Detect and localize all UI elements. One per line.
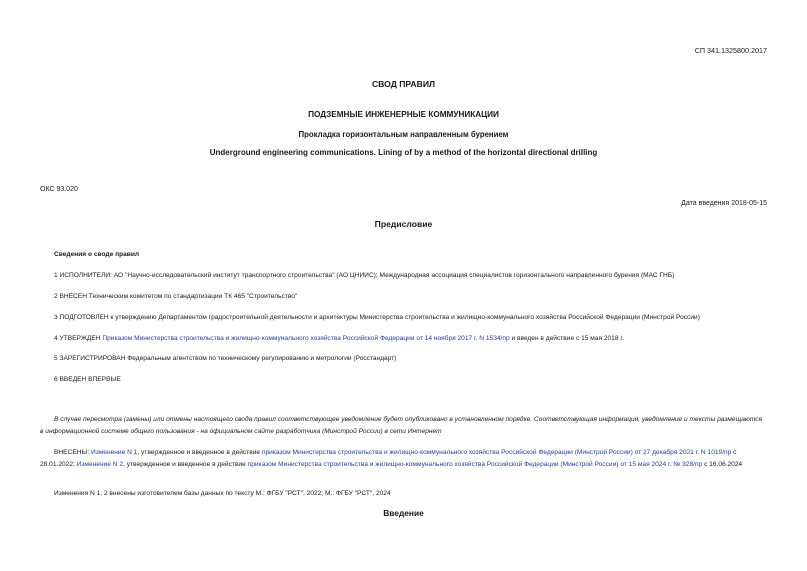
item-approved-suffix: и введен в действие с 15 мая 2018 г. xyxy=(509,335,624,342)
changes-text-1: ВНЕСЕНЫ: xyxy=(54,449,91,456)
item-registered: 5 ЗАРЕГИСТРИРОВАН Федеральным агентством по техническому регулированию и метрологии (Росстандарт) xyxy=(54,355,397,362)
item-approved-prefix: 4 УТВЕРЖДЕН xyxy=(54,335,103,342)
document-subtitle: Прокладка горизонтальным направленным бурением xyxy=(298,130,509,139)
changes-text-4: , утвержденное и введенное в действие xyxy=(123,461,248,468)
introduction-heading: Введение xyxy=(383,508,424,518)
info-heading: Сведения о своде правил xyxy=(54,251,140,258)
item-submitted: 2 ВНЕСЕН Техническим комитетом по стандартизации ТК 465 "Строительство" xyxy=(54,293,298,300)
document-title-english: Underground engineering communications. Lining of by a method of the horizontal directional drilling xyxy=(209,148,598,157)
changes-note: Изменения N 1, 2 внесены изготовителем базы данных по тексту М.: ФГБУ "РСТ", 2022; М.: ФГБУ "РСТ", 2024 xyxy=(54,490,391,497)
changes-paragraph xyxy=(40,447,767,471)
changes-text-5: с 16.06.2024 xyxy=(702,461,743,468)
intro-date: Дата введения 2018-05-15 xyxy=(681,200,767,207)
approval-order-link[interactable]: Приказом Министерства строительства и жилищно-коммунального хозяйства Российской Федерации от 14 ноября 2017 г. N 1534/пр xyxy=(102,335,510,342)
change-2-link[interactable]: Изменение N 2 xyxy=(76,461,124,468)
revision-notice: В случае пересмотра (замены) или отмены настоящего свода правил соответствующее уведомление будет опубликовано в установленном порядке. Соответствующая информация, уведомление и тексты размещаются в информационной системе общего пользования - на официальном сайте разработчика (Минстрой России) в сети Интернет xyxy=(40,416,763,435)
item-prepared: 3 ПОДГОТОВЛЕН к утверждению Департаментом градостроительной деятельности и архитектуры Министерства строительства и жилищно-коммунального хозяйства Российской Федерации (Минстрой России) xyxy=(54,314,700,321)
item-approved xyxy=(54,333,767,345)
changes-text-2: , утвержденное и введенное в действие xyxy=(137,449,262,456)
change-1-link[interactable]: Изменение N 1 xyxy=(90,449,138,456)
item-first-introduced: 6 ВВЕДЕН ВПЕРВЫЕ xyxy=(54,376,121,383)
preface-heading: Предисловие xyxy=(374,219,433,229)
document-type-title: СВОД ПРАВИЛ xyxy=(371,79,436,89)
change-2-order-link[interactable]: приказом Министерства строительства и жилищно-коммунального хозяйства Российской Федерации (Минстрой России) от 15 мая 2024 г. № 328/пр xyxy=(247,461,703,468)
change-1-order-link[interactable]: приказом Министерства строительства и жилищно-коммунального хозяйства Российской Федерации (Минстрой России) от 27 декабря 2021 г. N 1019/пр xyxy=(261,449,732,456)
document-title: ПОДЗЕМНЫЕ ИНЖЕНЕРНЫЕ КОММУНИКАЦИИ xyxy=(308,110,499,119)
oks-code: ОКС 93.020 xyxy=(40,186,78,193)
changes-text-3: с 28.01.2022; xyxy=(40,449,737,468)
item-executors: 1 ИСПОЛНИТЕЛИ: АО "Научно-исследовательский институт транспортного строительства" (АО ЦНИИС); Международная ассоциация специалистов горизонтального направленного бурения (МАС ГНБ) xyxy=(54,272,675,279)
document-code: СП 341.1325800.2017 xyxy=(694,46,767,55)
